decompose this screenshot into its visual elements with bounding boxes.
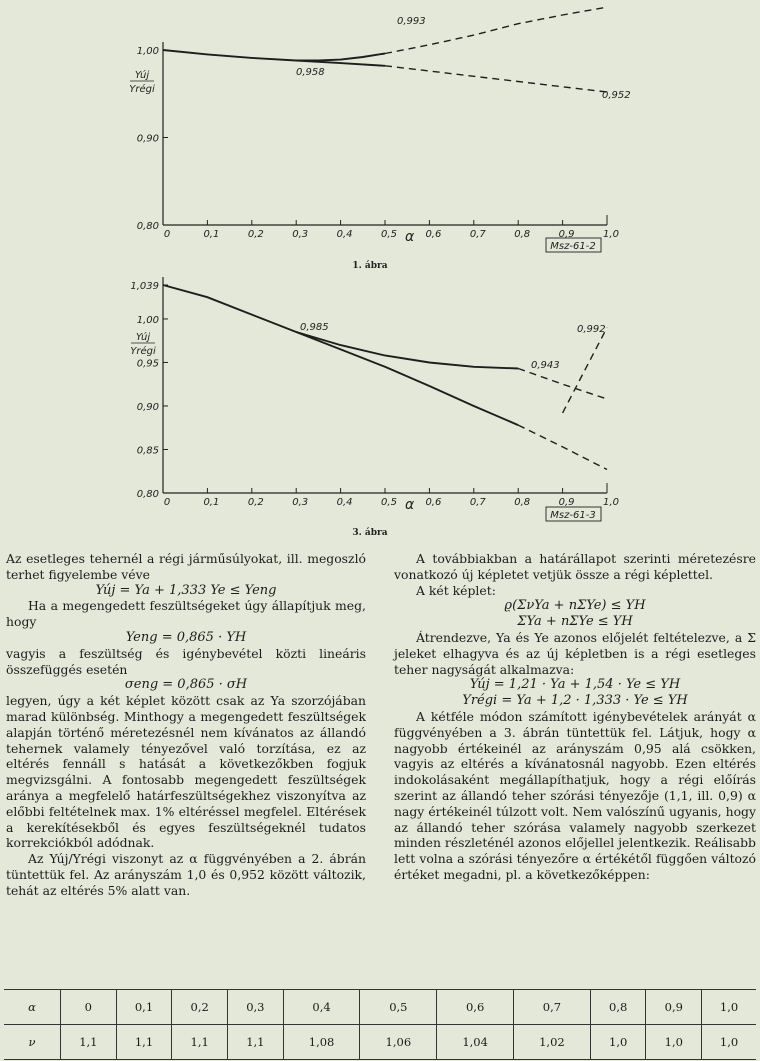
paragraph: legyen, úgy a két képlet között csak az Ya szorzójában marad különbség. Minthogy a megengedett feszültségek alapján történő méretezésnél nem kívánatos az állandó tehernek valamely tényezővel való torzítása, ez az eltérés fennáll s hatását a következőkben fogjuk megvizsgálni. A fontosabb megengedett feszültségek aránya a megfelelő határfeszültségekhez viszonyítva az előbbi feltételnek max. 1% eltéréssel megfelel. Eltérések a kerekítésekből és egyes feszültségeknél tudatos korrekciókból adódnak.	[6, 693, 366, 851]
x-tick-label: 0,7	[469, 229, 486, 240]
series-line-2-dashed	[385, 66, 607, 92]
table-cell: 0,2	[172, 990, 228, 1025]
figure-caption: 3. ábra	[352, 528, 388, 538]
formula: ϱ(ΣνYa + nΣYe) ≤ YH	[504, 598, 646, 614]
x-tick-label: 0,5	[381, 497, 397, 508]
y-tick-label: 0,80	[136, 489, 159, 500]
y-tick-label: 1,00	[136, 46, 159, 57]
table-cell: 1,0	[590, 1025, 646, 1060]
paragraph: vagyis a feszültség és igénybevétel közti lineáris összefüggés esetén	[6, 645, 366, 677]
table-row-alpha	[4, 990, 756, 1025]
x-tick-label: 0,9	[558, 229, 575, 240]
series-line-1-solid	[163, 285, 518, 425]
x-tick-label: 0,8	[514, 497, 531, 508]
formula: Yúj = 1,21 · Ya + 1,54 · Ye ≤ YH	[469, 677, 681, 693]
x-tick-label: 0,3	[292, 497, 309, 508]
value-annotation: 0,952	[602, 90, 631, 101]
paragraph: A két képlet:	[416, 582, 496, 598]
x-label: α	[404, 497, 415, 513]
x-tick-label: 0,4	[336, 497, 353, 508]
table-cell: 0	[61, 990, 117, 1025]
table-cell: 1,1	[116, 1025, 172, 1060]
y-tick-label: 0,80	[136, 221, 159, 232]
formula: Yúj = Ya + 1,333 Ye ≤ Yeng	[95, 582, 277, 598]
x-tick-label: 0	[163, 229, 171, 240]
y-label-bottom: Yrégi	[130, 346, 156, 357]
x-tick-label: 0,2	[247, 497, 264, 508]
figure-1	[0, 0, 760, 270]
x-tick-label: 0,1	[203, 497, 220, 508]
x-tick-label: 0,7	[469, 497, 486, 508]
series-line-4-dashed	[385, 7, 607, 53]
table-cell: 1,1	[61, 1025, 117, 1060]
series-line-5-dashed	[563, 328, 607, 413]
value-annotation: 0,993	[397, 16, 426, 27]
table-cell: 1,08	[283, 1025, 360, 1060]
series-line-2-dashed	[518, 425, 607, 469]
paragraph: Az esetleges tehernél a régi járműsúlyokat, ill. megoszló terhet figyelembe véve	[6, 551, 366, 582]
y-label-top: Yúj	[135, 332, 151, 343]
y-tick-label: 0,90	[136, 133, 159, 145]
x-tick-label: 0,1	[203, 229, 220, 240]
x-tick-label: 0,4	[336, 229, 353, 240]
table-cell: 0,1	[116, 990, 172, 1025]
formula: ΣYa + nΣYe ≤ YH	[517, 614, 633, 630]
x-tick-label: 1,0	[603, 497, 619, 508]
x-tick-label: 0,5	[381, 229, 397, 240]
table-cell: 1,02	[514, 1025, 591, 1060]
table-cell: 0,8	[590, 990, 646, 1025]
y-tick-label: 1,00	[136, 314, 159, 326]
paragraph: Átrendezve, Ya és Ye azonos előjelét feltételezve, a Σ jeleket elhagyva és az új képletben is a régi esetleges teher nagyságát alkalmazva:	[394, 629, 756, 677]
body-text	[0, 551, 760, 981]
table-cell: α	[4, 990, 61, 1025]
paragraph: Ha a megengedett feszültségeket úgy állapítjuk meg, hogy	[6, 598, 366, 630]
paragraph: Az Yúj/Yrégi viszonyt az α függvényében a 2. ábrán tüntettük fel. Az arányszám 1,0 és 0,952 között változik, tehát az eltérés 5% alatt van.	[6, 851, 366, 898]
table-cell: 1,0	[702, 1025, 756, 1060]
table-cell: 1,1	[228, 1025, 284, 1060]
series-line-4-dashed	[518, 369, 607, 400]
paragraph: A kétféle módon számított igénybevételek arányát α függvényében a 3. ábrán tüntettük fel. Látjuk, hogy α nagyobb értékeinél az arányszám 0,95 alá csökken, vagyis az eltérés a kívánatosnál nagyobb. Ezen eltérés indokolásaként megállapíthatjuk, hogy a régi előírás szerint az állandó teher szórási tényezője (1,1, ill. 0,9) α nagy értékeinél túlzott volt. Nem valószínű ugyanis, hogy az állandó teher szórása valamely nagyobb szerkezet minden részleténél azonos előjellel jelentkezik. Reálisabb lett volna a szórási tényezőre α értékétől függően változó értéket megadni, pl. a következőképpen:	[394, 708, 756, 882]
y-tick-label: 0,95	[136, 358, 159, 370]
x-tick-label: 0,3	[292, 229, 309, 240]
table-cell: 0,3	[228, 990, 284, 1025]
formula: Yeng = 0,865 · YH	[125, 629, 247, 645]
value-annotation: 0,943	[531, 360, 560, 371]
table-cell: 0,4	[283, 990, 360, 1025]
table-cell: 0,6	[437, 990, 514, 1025]
table-cell: 1,04	[437, 1025, 514, 1060]
value-annotation: 0,992	[577, 324, 606, 335]
table-cell: 1,0	[702, 990, 756, 1025]
y-tick-label: 0,90	[136, 401, 159, 413]
y-tick-label: 0,85	[136, 445, 159, 457]
x-tick-label: 0,8	[514, 229, 531, 240]
figure-3	[0, 270, 760, 550]
figure-tag: Msz-61-3	[550, 510, 596, 521]
table-cell: ν	[4, 1025, 61, 1060]
table-cell: 0,5	[360, 990, 437, 1025]
x-tick-label: 1,0	[603, 229, 619, 240]
series-line-3-solid	[296, 332, 518, 369]
figure-caption: 1. ábra	[352, 261, 388, 270]
text-column-right	[394, 551, 756, 883]
y-label-bottom: Yrégi	[129, 84, 155, 95]
x-tick-label: 0,9	[558, 497, 575, 508]
y-tick-label: 1,039	[130, 281, 159, 292]
x-tick-label: 0,6	[425, 229, 442, 240]
table-row-nu	[4, 1025, 756, 1060]
x-tick-label: 0,6	[425, 497, 442, 508]
formula: σeng = 0,865 · σH	[124, 677, 248, 693]
y-label-top: Yúj	[134, 70, 150, 81]
formula: Yrégi = Ya + 1,2 · 1,333 · Ye ≤ YH	[462, 693, 688, 709]
x-tick-label: 0,2	[247, 229, 264, 240]
x-label: α	[404, 229, 415, 245]
paragraph: A továbbiakban a határállapot szerinti méretezésre vonatkozó új képletet vetjük össze a régi képlettel.	[394, 551, 756, 582]
table-cell: 1,0	[646, 1025, 702, 1060]
table-cell: 1,1	[172, 1025, 228, 1060]
table-cell: 0,9	[646, 990, 702, 1025]
value-annotation: 0,985	[300, 322, 329, 333]
series-line-3-solid	[296, 54, 385, 61]
table-cell: 0,7	[514, 990, 591, 1025]
table-cell: 1,06	[360, 1025, 437, 1060]
scatter-factor-table	[4, 989, 756, 1060]
figure-tag: Msz-61-2	[550, 241, 596, 252]
text-column-left	[6, 551, 366, 899]
x-tick-label: 0	[163, 497, 171, 508]
value-annotation: 0,958	[296, 67, 325, 78]
